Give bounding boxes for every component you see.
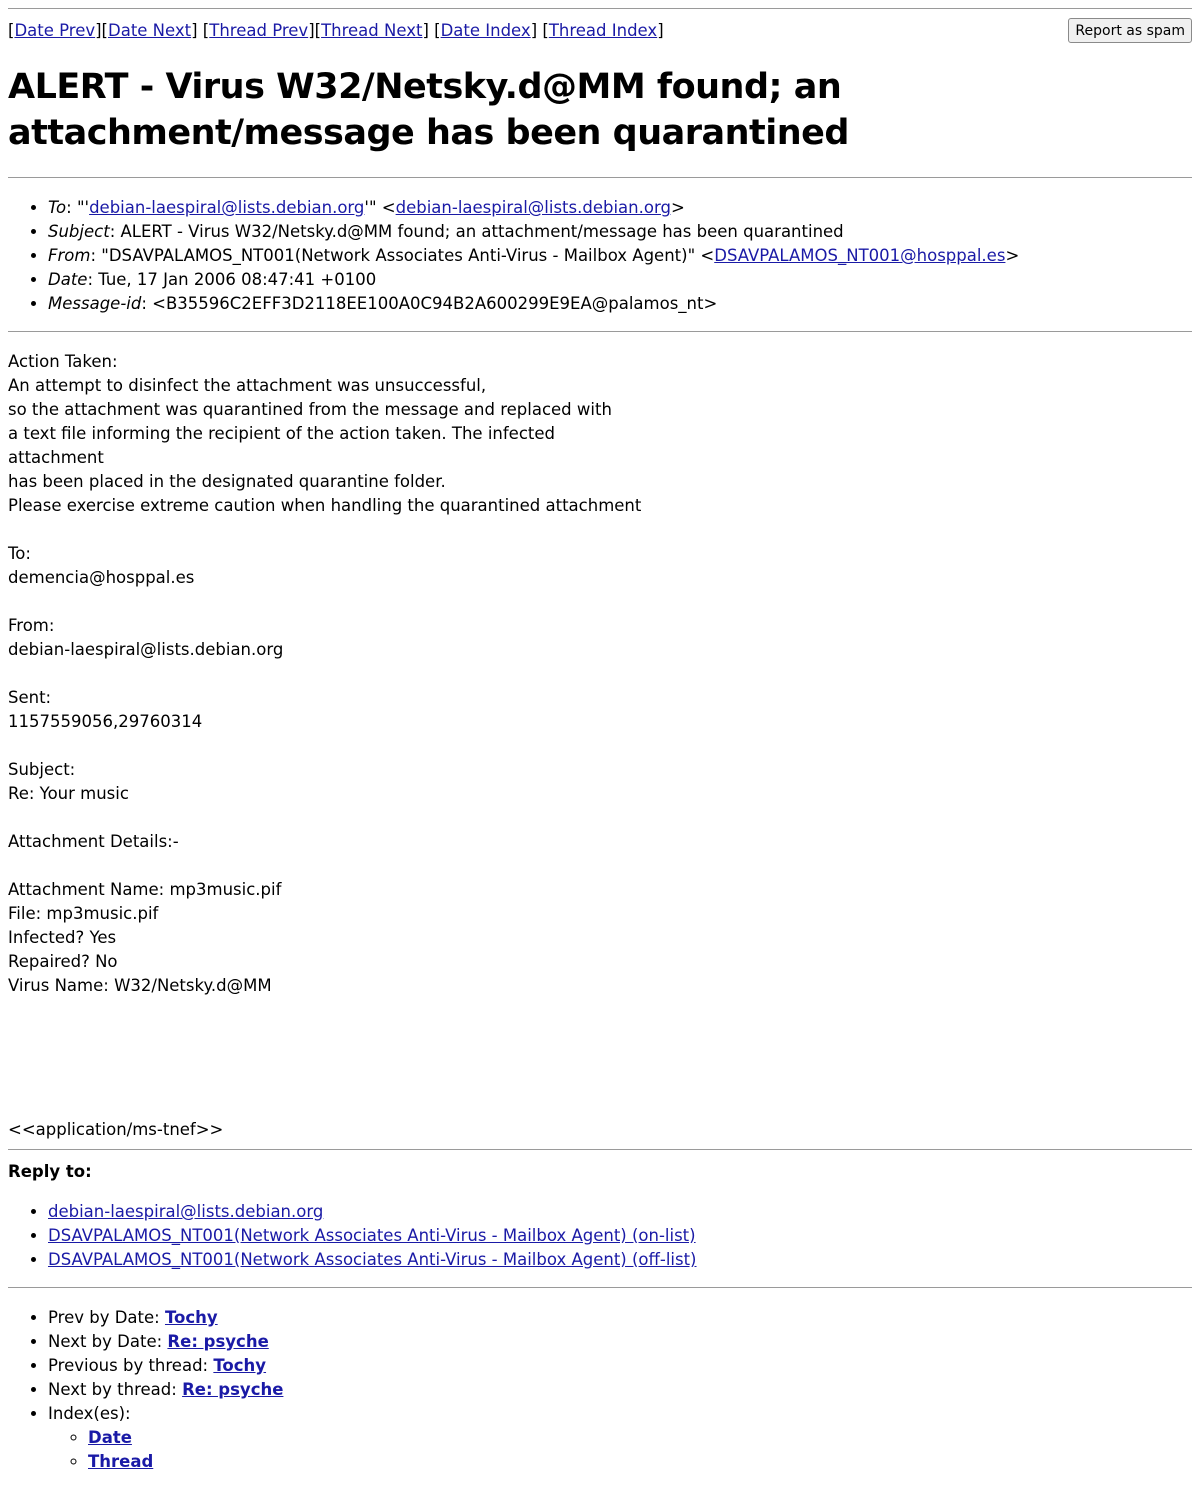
header-message-id: • Message-id: <B35596C2EFF3D2118EE100A0C94B2A600299E9EA@palamos_nt> [48, 292, 1192, 316]
reply-divider [8, 1287, 1192, 1288]
from-email-link[interactable]: DSAVPALAMOS_NT001@hosppal.es [714, 246, 1006, 265]
prev-by-date: • Prev by Date: Tochy [48, 1306, 283, 1330]
header-from: • From: "DSAVPALAMOS_NT001(Network Associates Anti-Virus - Mailbox Agent)" <DSAVPALAMOS_NT001@hosppal.es> [48, 244, 1192, 268]
index-item [88, 1450, 283, 1474]
index-date-link[interactable]: Date [88, 1428, 132, 1447]
header-to: • To: "'debian-laespiral@lists.debian.org'" <debian-laespiral@lists.debian.org> [48, 196, 1192, 220]
reply-item [48, 1200, 697, 1224]
index-item [88, 1426, 283, 1450]
header-date: • Date: Tue, 17 Jan 2006 08:47:41 +0100 [48, 268, 1192, 292]
next-by-date-link[interactable]: Re: psyche [167, 1332, 269, 1351]
report-spam-button[interactable]: Report as spam [1068, 18, 1192, 43]
date-next-link[interactable]: Date Next [108, 21, 192, 40]
body-divider [8, 1149, 1192, 1150]
reply-list-address-link[interactable]: debian-laespiral@lists.debian.org [48, 1202, 324, 1221]
header-subject: • Subject: ALERT - Virus W32/Netsky.d@MM found; an attachment/message has been quarantined [48, 220, 1192, 244]
to-address-link[interactable]: debian-laespiral@lists.debian.org [395, 198, 671, 217]
next-by-thread: • Next by thread: Re: psyche [48, 1378, 283, 1402]
date-index-link[interactable]: Date Index [440, 21, 531, 40]
reply-list [8, 1200, 697, 1272]
indexes: • Index(es): ◦ Date ◦ Thread [48, 1402, 283, 1474]
next-by-date: • Next by Date: Re: psyche [48, 1330, 283, 1354]
title-divider [8, 177, 1192, 178]
top-navigation: [Date Prev][Date Next] [Thread Prev][Thread Next] [Date Index] [Thread Index] [8, 21, 664, 40]
index-thread-link[interactable]: Thread [88, 1452, 154, 1471]
message-body: Action Taken: An attempt to disinfect the attachment was unsuccessful, so the attachment was quarantined from the message and replaced with a text file informing the recipient of the action taken. The infected attachment has been placed in the designated quarantine folder. Please exercise extreme caution when handling the quarantined attachment To: demencia@hosppal.es From: debian-laespiral@lists.debian.org Sent: 1157559056,29760314 Subject: Re: Your music Attachment Details:- Attachment Name: mp3music.pif File: mp3music.pif Infected? Yes Repaired? No Virus Name: W32/Netsky.d@MM <<application/ms-tnef>> [8, 352, 642, 1139]
date-prev-link[interactable]: Date Prev [14, 21, 96, 40]
reply-item [48, 1224, 697, 1248]
message-headers [8, 196, 1192, 316]
thread-navigation [8, 1306, 283, 1474]
message-title: ALERT - Virus W32/Netsky.d@MM found; an attachment/message has been quarantined [8, 67, 849, 153]
index-list [48, 1426, 283, 1474]
reply-on-list-link[interactable]: DSAVPALAMOS_NT001(Network Associates Anti-Virus - Mailbox Agent) (on-list) [48, 1226, 696, 1245]
prev-by-thread-link[interactable]: Tochy [213, 1356, 267, 1375]
top-divider [8, 8, 1192, 9]
next-by-thread-link[interactable]: Re: psyche [182, 1380, 284, 1399]
prev-by-thread: • Previous by thread: Tochy [48, 1354, 283, 1378]
thread-next-link[interactable]: Thread Next [321, 21, 423, 40]
thread-prev-link[interactable]: Thread Prev [209, 21, 309, 40]
prev-by-date-link[interactable]: Tochy [164, 1308, 218, 1327]
reply-off-list-link[interactable]: DSAVPALAMOS_NT001(Network Associates Anti-Virus - Mailbox Agent) (off-list) [48, 1250, 697, 1269]
reply-heading: Reply to: [8, 1162, 92, 1181]
thread-index-link[interactable]: Thread Index [548, 21, 658, 40]
to-email-link[interactable]: debian-laespiral@lists.debian.org [89, 198, 365, 217]
headers-divider [8, 331, 1192, 332]
reply-item [48, 1248, 697, 1272]
